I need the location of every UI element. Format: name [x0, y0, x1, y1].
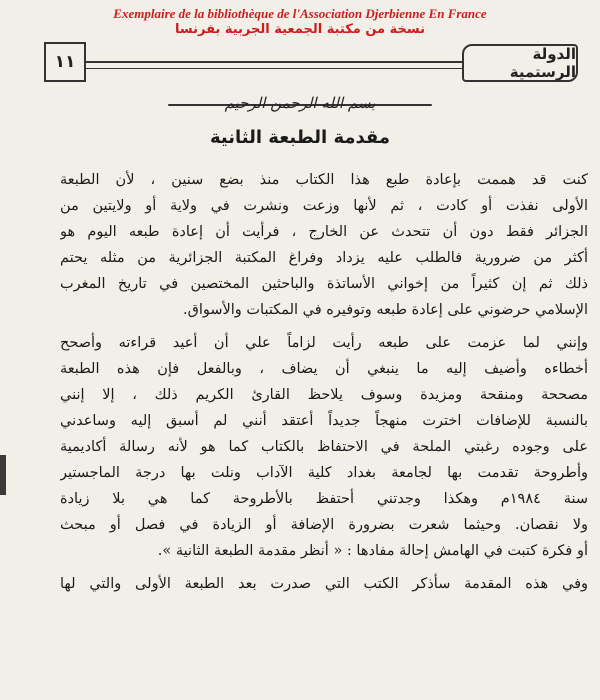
header-rule — [82, 61, 466, 69]
paragraph-2 — [60, 330, 588, 564]
text-line: الأولى نفذت أو كادت ، ثم لأنها وزعت ونشرت في ولاية أو ولايتين من — [60, 198, 588, 214]
page-number: ١١ — [44, 42, 86, 82]
text-line: أكثر من ضرورية فالطلب عليه يزداد وفراغ المكتبة الجزائرية من مثله يحتم — [60, 250, 588, 266]
text-line: على وجوده رغبتي الملحة في الاحتفاظ بالكتاب كما هو لأنه رسالة أكاديمية — [60, 439, 588, 455]
basmala-calligraphy: بسم الله الرحمن الرحيم — [224, 94, 376, 112]
text-line: الإسلامي حرضوني على إعادة طبعه وتوفيره في المكتبات والأسواق. — [182, 302, 588, 318]
text-line: وأطروحة تقدمت بها لجامعة بغداد كلية الآداب ونلت بها درجة الماجستير — [60, 465, 588, 481]
page-edge-mark — [0, 455, 6, 495]
text-line: ولا نقصان. وحيثما شعرت بضرورة الإضافة أو الزيادة في فصل أو مبحث — [60, 517, 588, 533]
paragraph-1 — [60, 167, 588, 323]
library-watermark-french: Exemplaire de la bibliothèque de l'Association Djerbienne En France — [113, 6, 487, 21]
page-header — [44, 40, 578, 84]
library-watermark-arabic: نسخة من مكتبة الجمعية الجربية بفرنسا — [175, 22, 425, 37]
text-line: ذلك ثم إن كثيراً من إخواني الأساتذة والباحثين المختصين في تاريخ المغرب — [60, 276, 588, 292]
body-text — [60, 167, 588, 597]
paragraph-3 — [60, 571, 588, 597]
text-line: كنت قد هممت بإعادة طبع هذا الكتاب منذ بضع سنين ، لأن الطبعة — [60, 172, 588, 188]
text-line: أخطاءه وأضيف إليه ما ينبغي أن يضاف ، وبالفعل فإن هذه الطبعة — [60, 361, 588, 377]
running-title: الدولة الرستمية — [462, 44, 578, 82]
section-heading: مقدمة الطبعة الثانية — [209, 127, 391, 148]
text-line: وإنني لما عزمت على طبعه رأيت لزاماً علي أن أعيد قراءته وأصحح — [60, 335, 588, 351]
text-line: مصححة ومنقحة ومزيدة وسوف يلاحظ القارئ الكريم ذلك ، إلا إنني — [60, 387, 588, 403]
text-line: وفي هذه المقدمة سأذكر الكتب التي صدرت بعد الطبعة الأولى والتي لها — [60, 576, 588, 592]
text-line: بالنسبة للإضافات اخترت منهجاً جديداً أعتقد أنني لم أسبق إليه وساعدني — [60, 413, 588, 429]
text-line: الجزائر فقط دون أن تتحدث عن الخارج ، فرأيت أن إعادة طبعه اليوم هو — [60, 224, 588, 240]
text-line: أو فكرة كتبت في الهامش إحالة مفادها : « أنظر مقدمة الطبعة الثانية ». — [157, 543, 588, 559]
text-line: سنة ١٩٨٤م وهكذا وجدتني أحتفظ بالأطروحة كما هي بلا زيادة — [60, 491, 588, 507]
